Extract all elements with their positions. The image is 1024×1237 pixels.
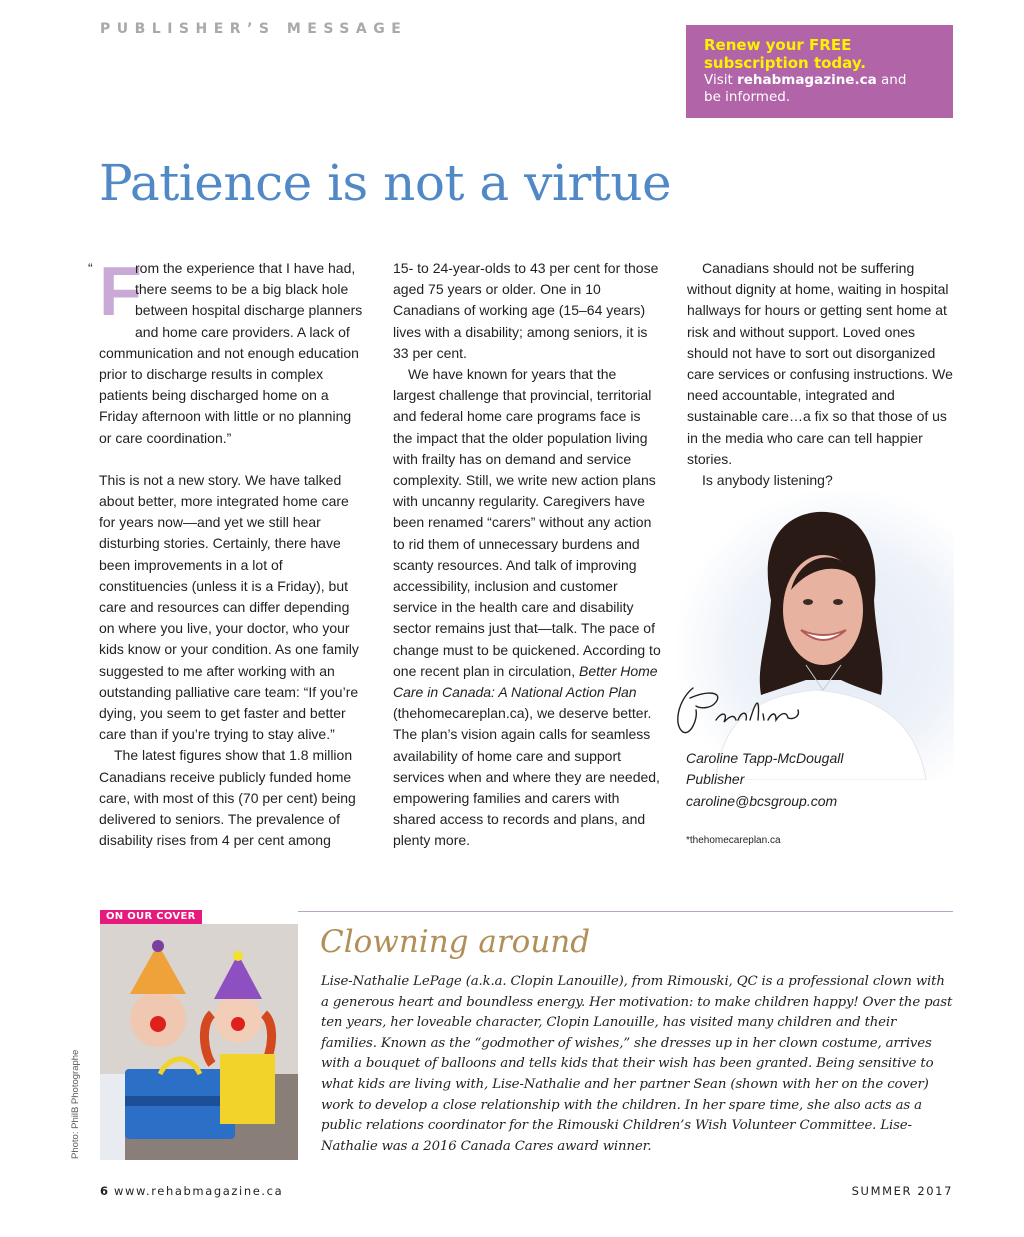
footer-left (100, 1184, 283, 1198)
article-paragraph: Canadians should not be suffering without dignity at home, waiting in hospital hallways for hours or getting sent home at risk and without support. Loved ones should not have to sort out disorganized care services or confusing instructions. We need accountable, integrated and sustainable care…a fix so that those of us in the media who care can tell happier stories. (687, 260, 953, 467)
photo-credit: Photo: PhilB Photographe (70, 1049, 81, 1159)
article-paragraph: The latest figures show that 1.8 million Canadians receive publicly funded home care, with most of this (70 per cent) being delivered to seniors. The prevalence of disability rises from 4 per cent among (99, 747, 356, 849)
cover-story-title: Clowning around (320, 924, 591, 960)
article-title: Patience is not a virtue (99, 154, 672, 212)
publisher-name: Caroline Tapp-McDougall (686, 750, 844, 766)
section-label: PUBLISHER’S MESSAGE (100, 21, 408, 37)
article-paragraph: We have known for years that the largest challenge that provincial, territorial and federal home care programs face is the impact that the older population living with frailty has on demand and service complexity. Still, we write new action plans with uncanny regularity. Caregivers have been renamed “carers” without any action to rid them of unnecessary burdens and scanty resources. And talk of improving accessibility, inclusion and customer service in the health care and disability sector remains just that—talk. The pace of change must to be quickened. According to one recent plan in circulation, Better Home Care in Canada: A National Action Plan (thehomecareplan.ca), we deserve better. The plan’s vision again calls for seamless availability of home care and support services when and where they are needed, empowering families and carers with shared access to records and plans, and plenty more. (393, 366, 661, 849)
section-divider (298, 911, 953, 912)
article-paragraph: This is not a new story. We have talked about better, more integrated home care for years now—and yet we still hear disturbing stories. Certainly, there have been improvements in a lot of constituencies (unless it is a Friday), but care and resources can differ depending on where you live, your doctor, who your kids know or your condition. As one family suggested to me after working with an outstanding palliative care team: “If you’re dying, you seem to get faster and better care than if you’re trying to stay alive.” (99, 471, 359, 743)
publisher-role: Publisher (686, 771, 745, 788)
publisher-signoff (686, 748, 843, 812)
drop-cap: F (99, 252, 142, 330)
footer-site[interactable]: www.rehabmagazine.ca (114, 1184, 284, 1198)
publisher-signature (668, 680, 808, 740)
article-paragraph: F rom the experience that I have had, there seems to be a big black hole between hospital discharge planners and home care providers. A lack of communication and not enough education prior to discharge results in complex patients being discharged home on a Friday afternoon with little or no planning or care coordination.” (99, 252, 363, 446)
article-column-1 (99, 252, 367, 851)
cover-story-text: Lise-Nathalie LePage (a.k.a. Clopin Lanouille), from Rimouski, QC is a professional clown with a generous heart and boundless energy. Her motivation: to make children happy! Over the past ten years, her loveable character, Clopin Lanouille, has visited many children and their families. Known as the “godmother of wishes,” she dresses up in her clown costume, arrives with a bouquet of balloons and tells kids that their wish has been granted. Being sensitive to what kids are living with, Lise-Nathalie and her partner Sean (shown with her on the cover) work to develop a close relationship with the children. In her spare time, she also acts as a public relations coordinator for the Rimouski Children’s Wish Volunteer Committee. Lise-Nathalie was a 2016 Canada Cares award winner. (321, 974, 953, 1154)
page-number: 6 (100, 1184, 109, 1198)
footnote: *thehomecareplan.ca (686, 835, 781, 846)
promo-site-link[interactable]: rehabmagazine.ca (737, 72, 877, 88)
article-paragraph: 15- to 24-year-olds to 43 per cent for those aged 75 years or older. One in 10 Canadians of working age (15–64 years) lives with a disability; among seniors, it is 33 per cent. (393, 260, 659, 361)
article-column-2 (393, 258, 661, 852)
opening-quote-mark: “ (88, 260, 93, 276)
promo-headline: Renew your FREE subscription today. (704, 36, 866, 72)
plan-title: Better Home Care in Canada: A National Action Plan (393, 662, 658, 701)
cover-photo (100, 924, 298, 1160)
issue-label: SUMMER 2017 (851, 1184, 953, 1198)
article-paragraph: Is anybody listening? (702, 472, 833, 489)
subscription-promo-box[interactable] (686, 25, 953, 118)
publisher-email[interactable]: caroline@bcsgroup.com (686, 792, 838, 809)
article-column-3 (687, 258, 955, 491)
promo-body: Visit rehabmagazine.ca and be informed. (704, 72, 907, 105)
cover-label: ON OUR COVER (100, 910, 202, 924)
